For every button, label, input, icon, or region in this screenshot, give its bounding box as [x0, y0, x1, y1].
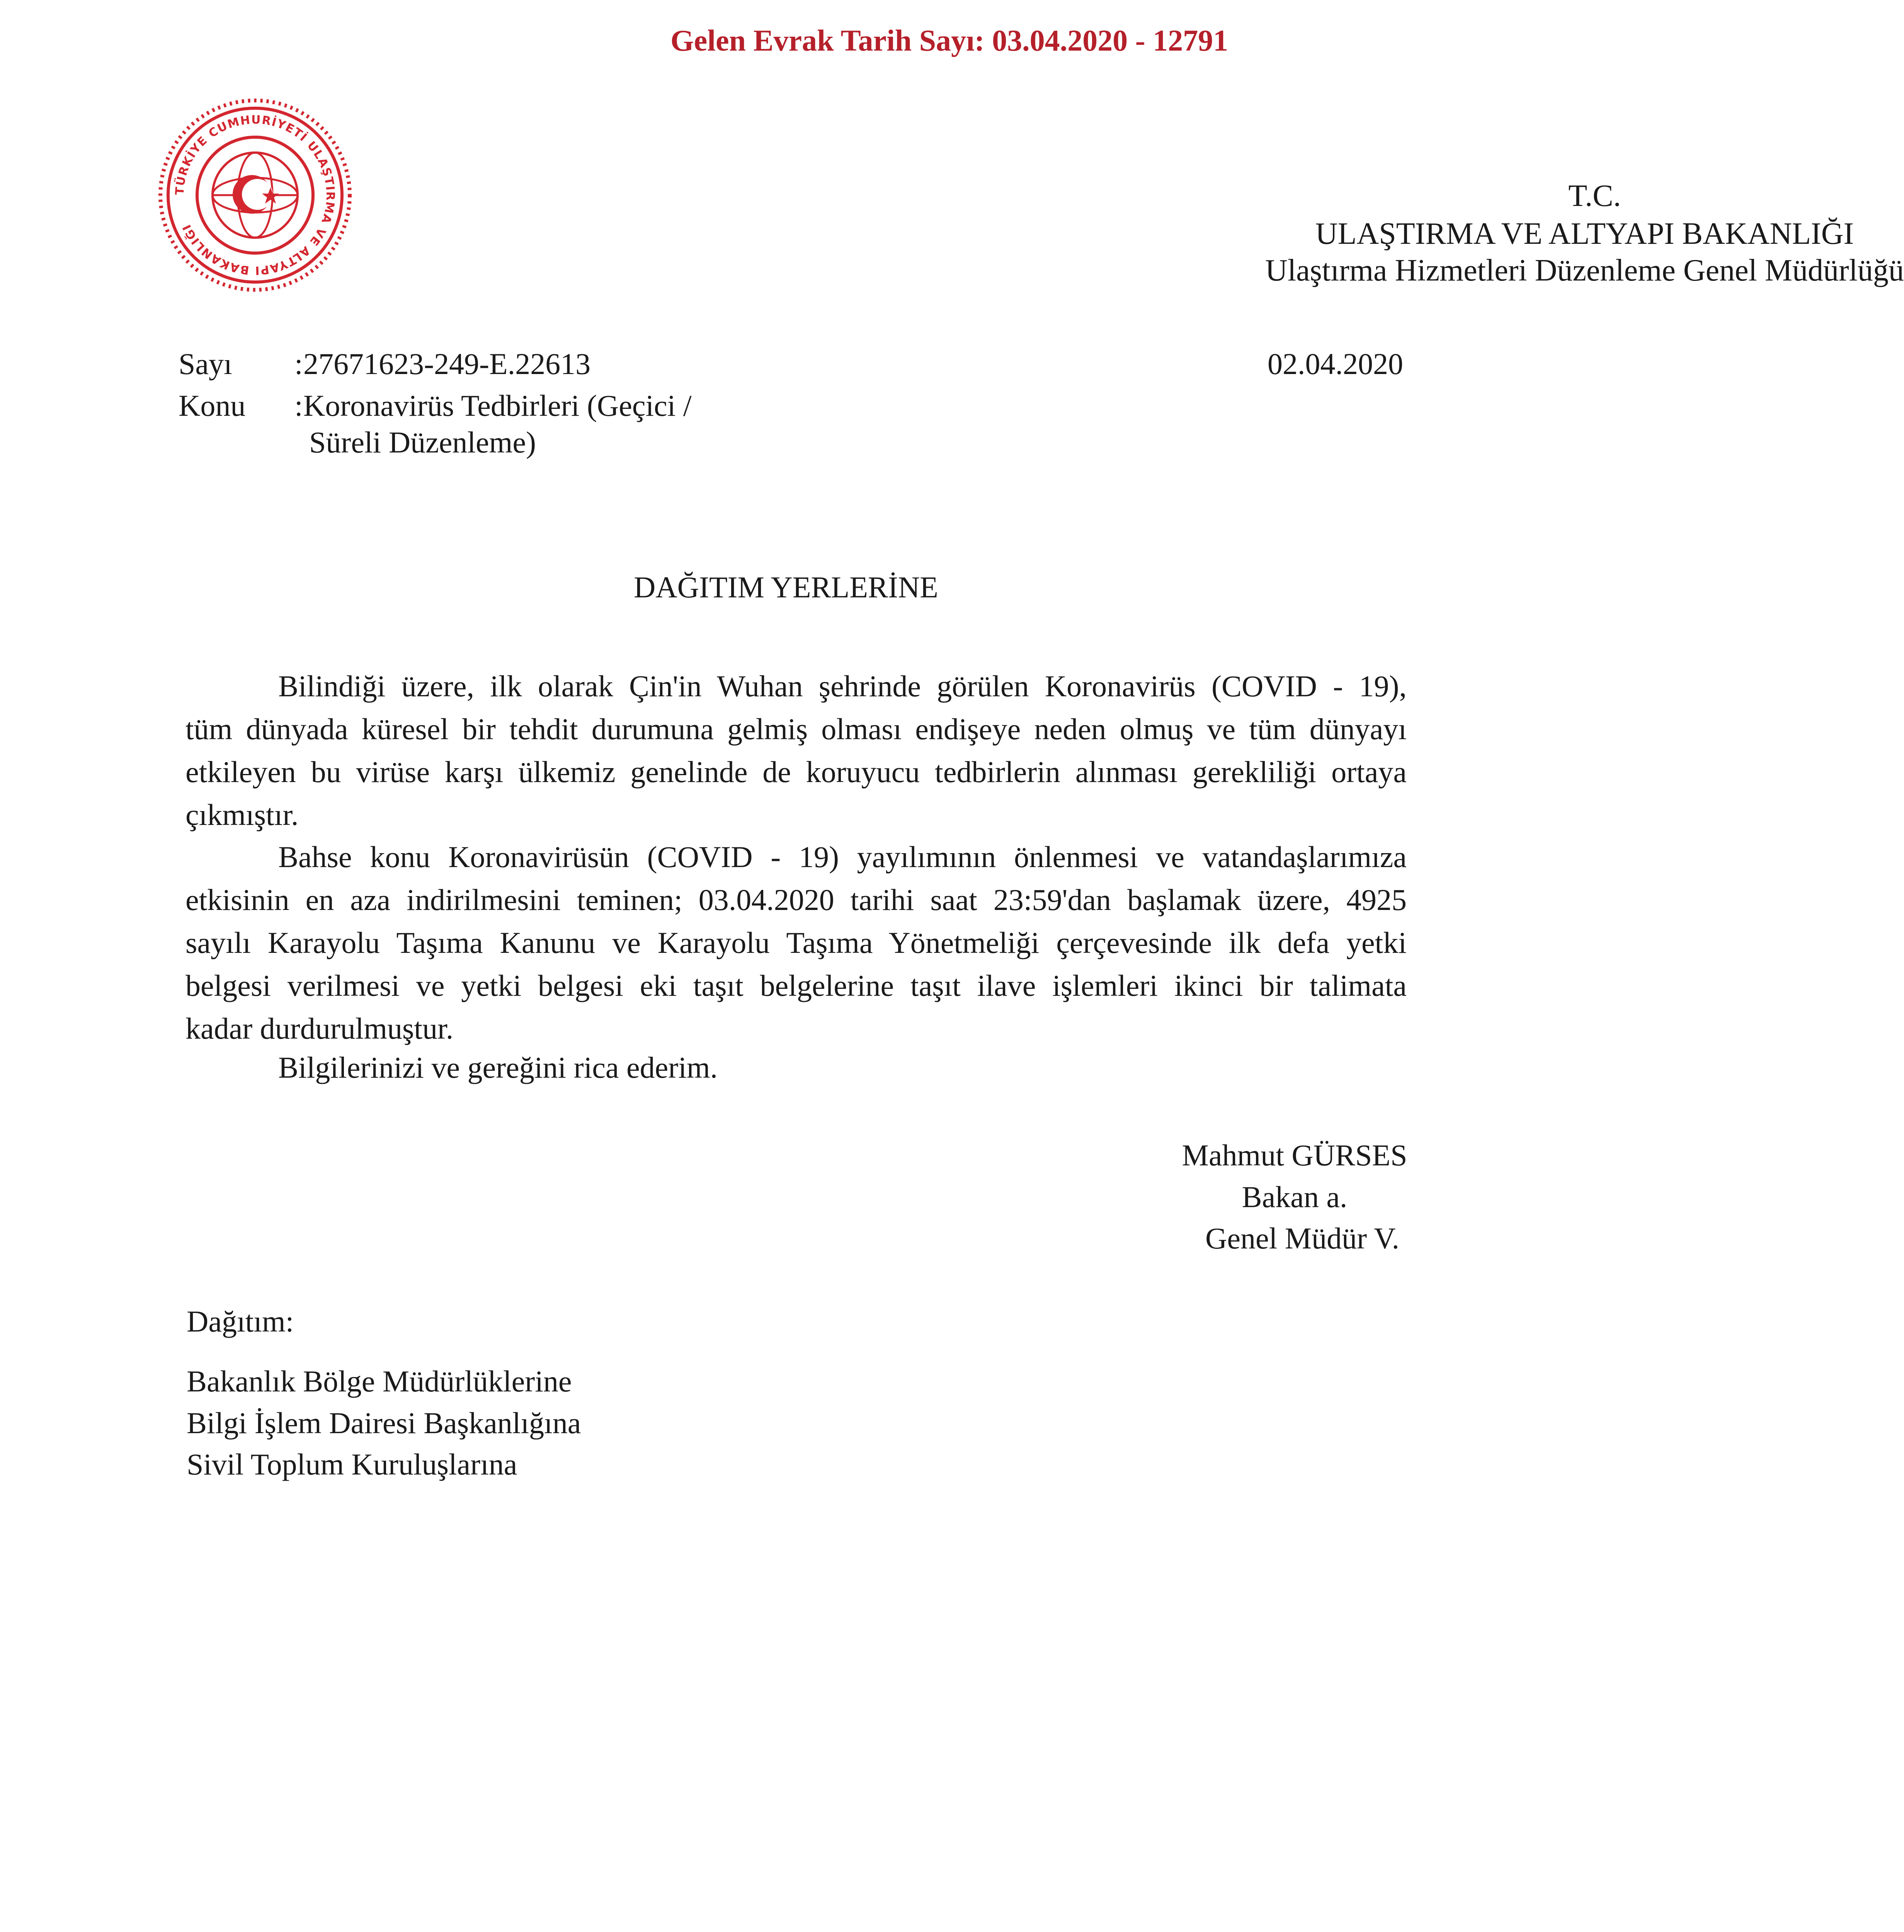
- subject-line-2: Süreli Düzenleme): [309, 425, 536, 459]
- paragraph-line: belgesi verilmesi ve yetki belgesi eki taşıt belgelerine taşıt ilave işlemleri ikinci bir talimata: [185, 969, 1407, 1002]
- header-tc: T.C.: [1568, 179, 1621, 213]
- document-number: 27671623-249-E.22613: [303, 347, 591, 381]
- header-directorate: Ulaştırma Hizmetleri Düzenleme Genel Müdürlüğü: [1265, 253, 1904, 287]
- recipient-title: DAĞITIM YERLERİNE: [634, 570, 938, 604]
- signatory-name: Mahmut GÜRSES: [1182, 1138, 1407, 1172]
- seal-ring-text: TÜRKİYE CUMHURİYETİ ULAŞTIRMA VE ALTYAPI BAKANLIĞI: [173, 113, 337, 277]
- konu-label: Konu: [179, 389, 246, 422]
- distribution-label: Dağıtım:: [187, 1304, 294, 1338]
- document-date: 02.04.2020: [1268, 347, 1403, 381]
- header-ministry: ULAŞTIRMA VE ALTYAPI BAKANLIĞI: [1315, 217, 1854, 251]
- sayi-label: Sayı: [179, 347, 232, 381]
- body-paragraph-3: Bilgilerinizi ve gereğini rica ederim.: [278, 1051, 718, 1084]
- distribution-item: Bakanlık Bölge Müdürlüklerine: [187, 1364, 572, 1398]
- signatory-title: Bakan a.: [1242, 1180, 1348, 1214]
- distribution-item: Bilgi İşlem Dairesi Başkanlığına: [187, 1406, 581, 1440]
- konu-colon: :: [294, 389, 303, 422]
- incoming-document-stamp: Gelen Evrak Tarih Sayı: 03.04.2020 - 12791: [670, 24, 1228, 57]
- sayi-colon: :: [294, 347, 303, 381]
- paragraph-line: tüm dünyada küresel bir tehdit durumuna gelmiş olması endişeye neden olmuş ve tüm dünyayı: [185, 712, 1407, 746]
- paragraph-line: Bahse konu Koronavirüsün (COVID - 19) yayılımının önlenmesi ve vatandaşlarımıza: [278, 840, 1407, 874]
- paragraph-line: çıkmıştır.: [185, 798, 299, 832]
- paragraph-line: kadar durdurulmuştur.: [185, 1012, 454, 1045]
- paragraph-line: Bilindiği üzere, ilk olarak Çin'in Wuhan şehrinde görülen Koronavirüs (COVID - 19),: [278, 669, 1407, 703]
- subject-line-1: Koronavirüs Tedbirleri (Geçici /: [303, 389, 692, 422]
- paragraph-line: sayılı Karayolu Taşıma Kanunu ve Karayolu Taşıma Yönetmeliği çerçevesinde ilk defa yetki: [185, 926, 1407, 959]
- body-paragraph-1: [185, 665, 1407, 836]
- body-paragraph-2: [185, 835, 1407, 1050]
- paragraph-line: etkisinin en aza indirilmesini teminen; 03.04.2020 tarihi saat 23:59'dan başlamak üzere, 4925: [185, 883, 1407, 917]
- paragraph-line: etkileyen bu virüse karşı ülkemiz genelinde de koruyucu tedbirlerin alınması gerekliliği ortaya: [185, 755, 1407, 789]
- signatory-role: Genel Müdür V.: [1205, 1221, 1399, 1255]
- distribution-item: Sivil Toplum Kuruluşlarına: [187, 1447, 517, 1481]
